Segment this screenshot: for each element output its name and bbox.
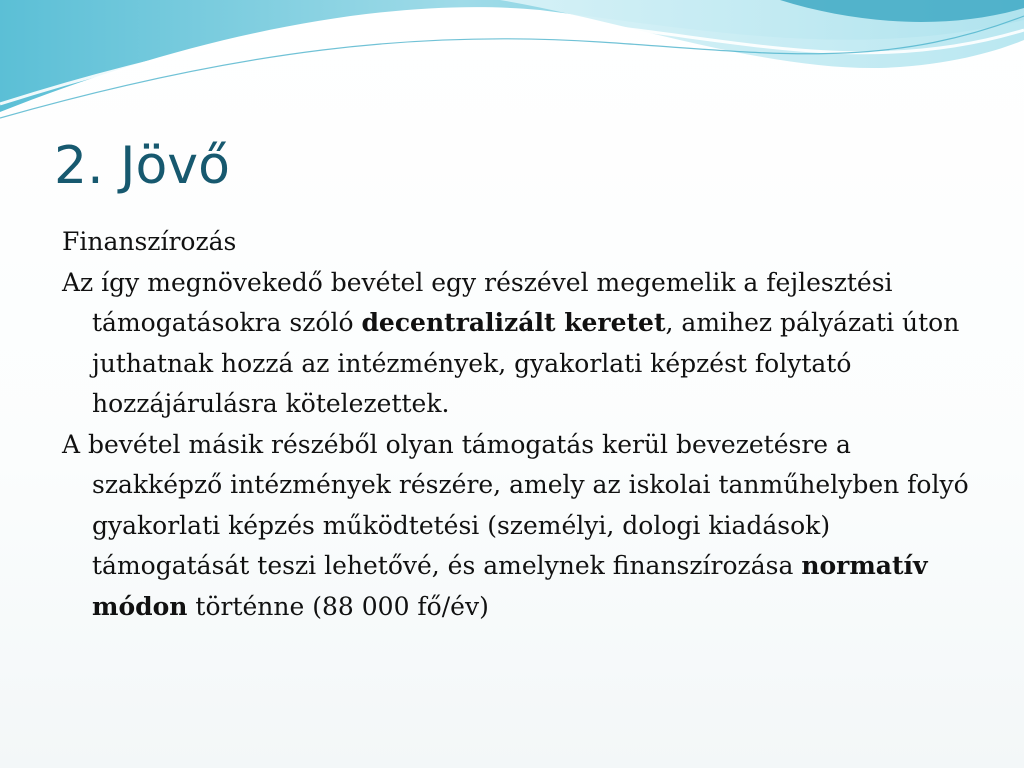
paragraph1-bold-term: decentralizált keretet (361, 308, 666, 337)
paragraph-decentralized-funding (62, 263, 972, 425)
paragraph2-bold-term: normatív módon (92, 551, 928, 621)
paragraph2-text-end: történne (88 000 fő/év) (187, 591, 489, 621)
paragraph2-text-start: A bevétel másik részéből olyan támogatás kerül bevezetésre a szakképző intézmények részére, amely az iskolai tanműhelyben folyó gyakorlati képzés működtetési (személyi, dologi kiadások) támogatását teszi lehetővé, és amelynek finanszírozása (62, 429, 969, 580)
paragraph-normative-funding (62, 425, 972, 628)
subheading: Finanszírozás (62, 227, 237, 256)
slide-body (62, 222, 972, 627)
slide-title: 2. Jövő (54, 136, 230, 196)
paragraph1-text-start: Az így megnövekedő bevétel egy részével megemelik a fejlesztési támogatásokra szóló (62, 267, 893, 337)
paragraph1-text-end: , amihez pályázati úton juthatnak hozzá az intézmények, gyakorlati képzést folytató hozzájárulásra kötelezettek. (92, 308, 960, 418)
header-wave-decoration (0, 0, 1024, 130)
